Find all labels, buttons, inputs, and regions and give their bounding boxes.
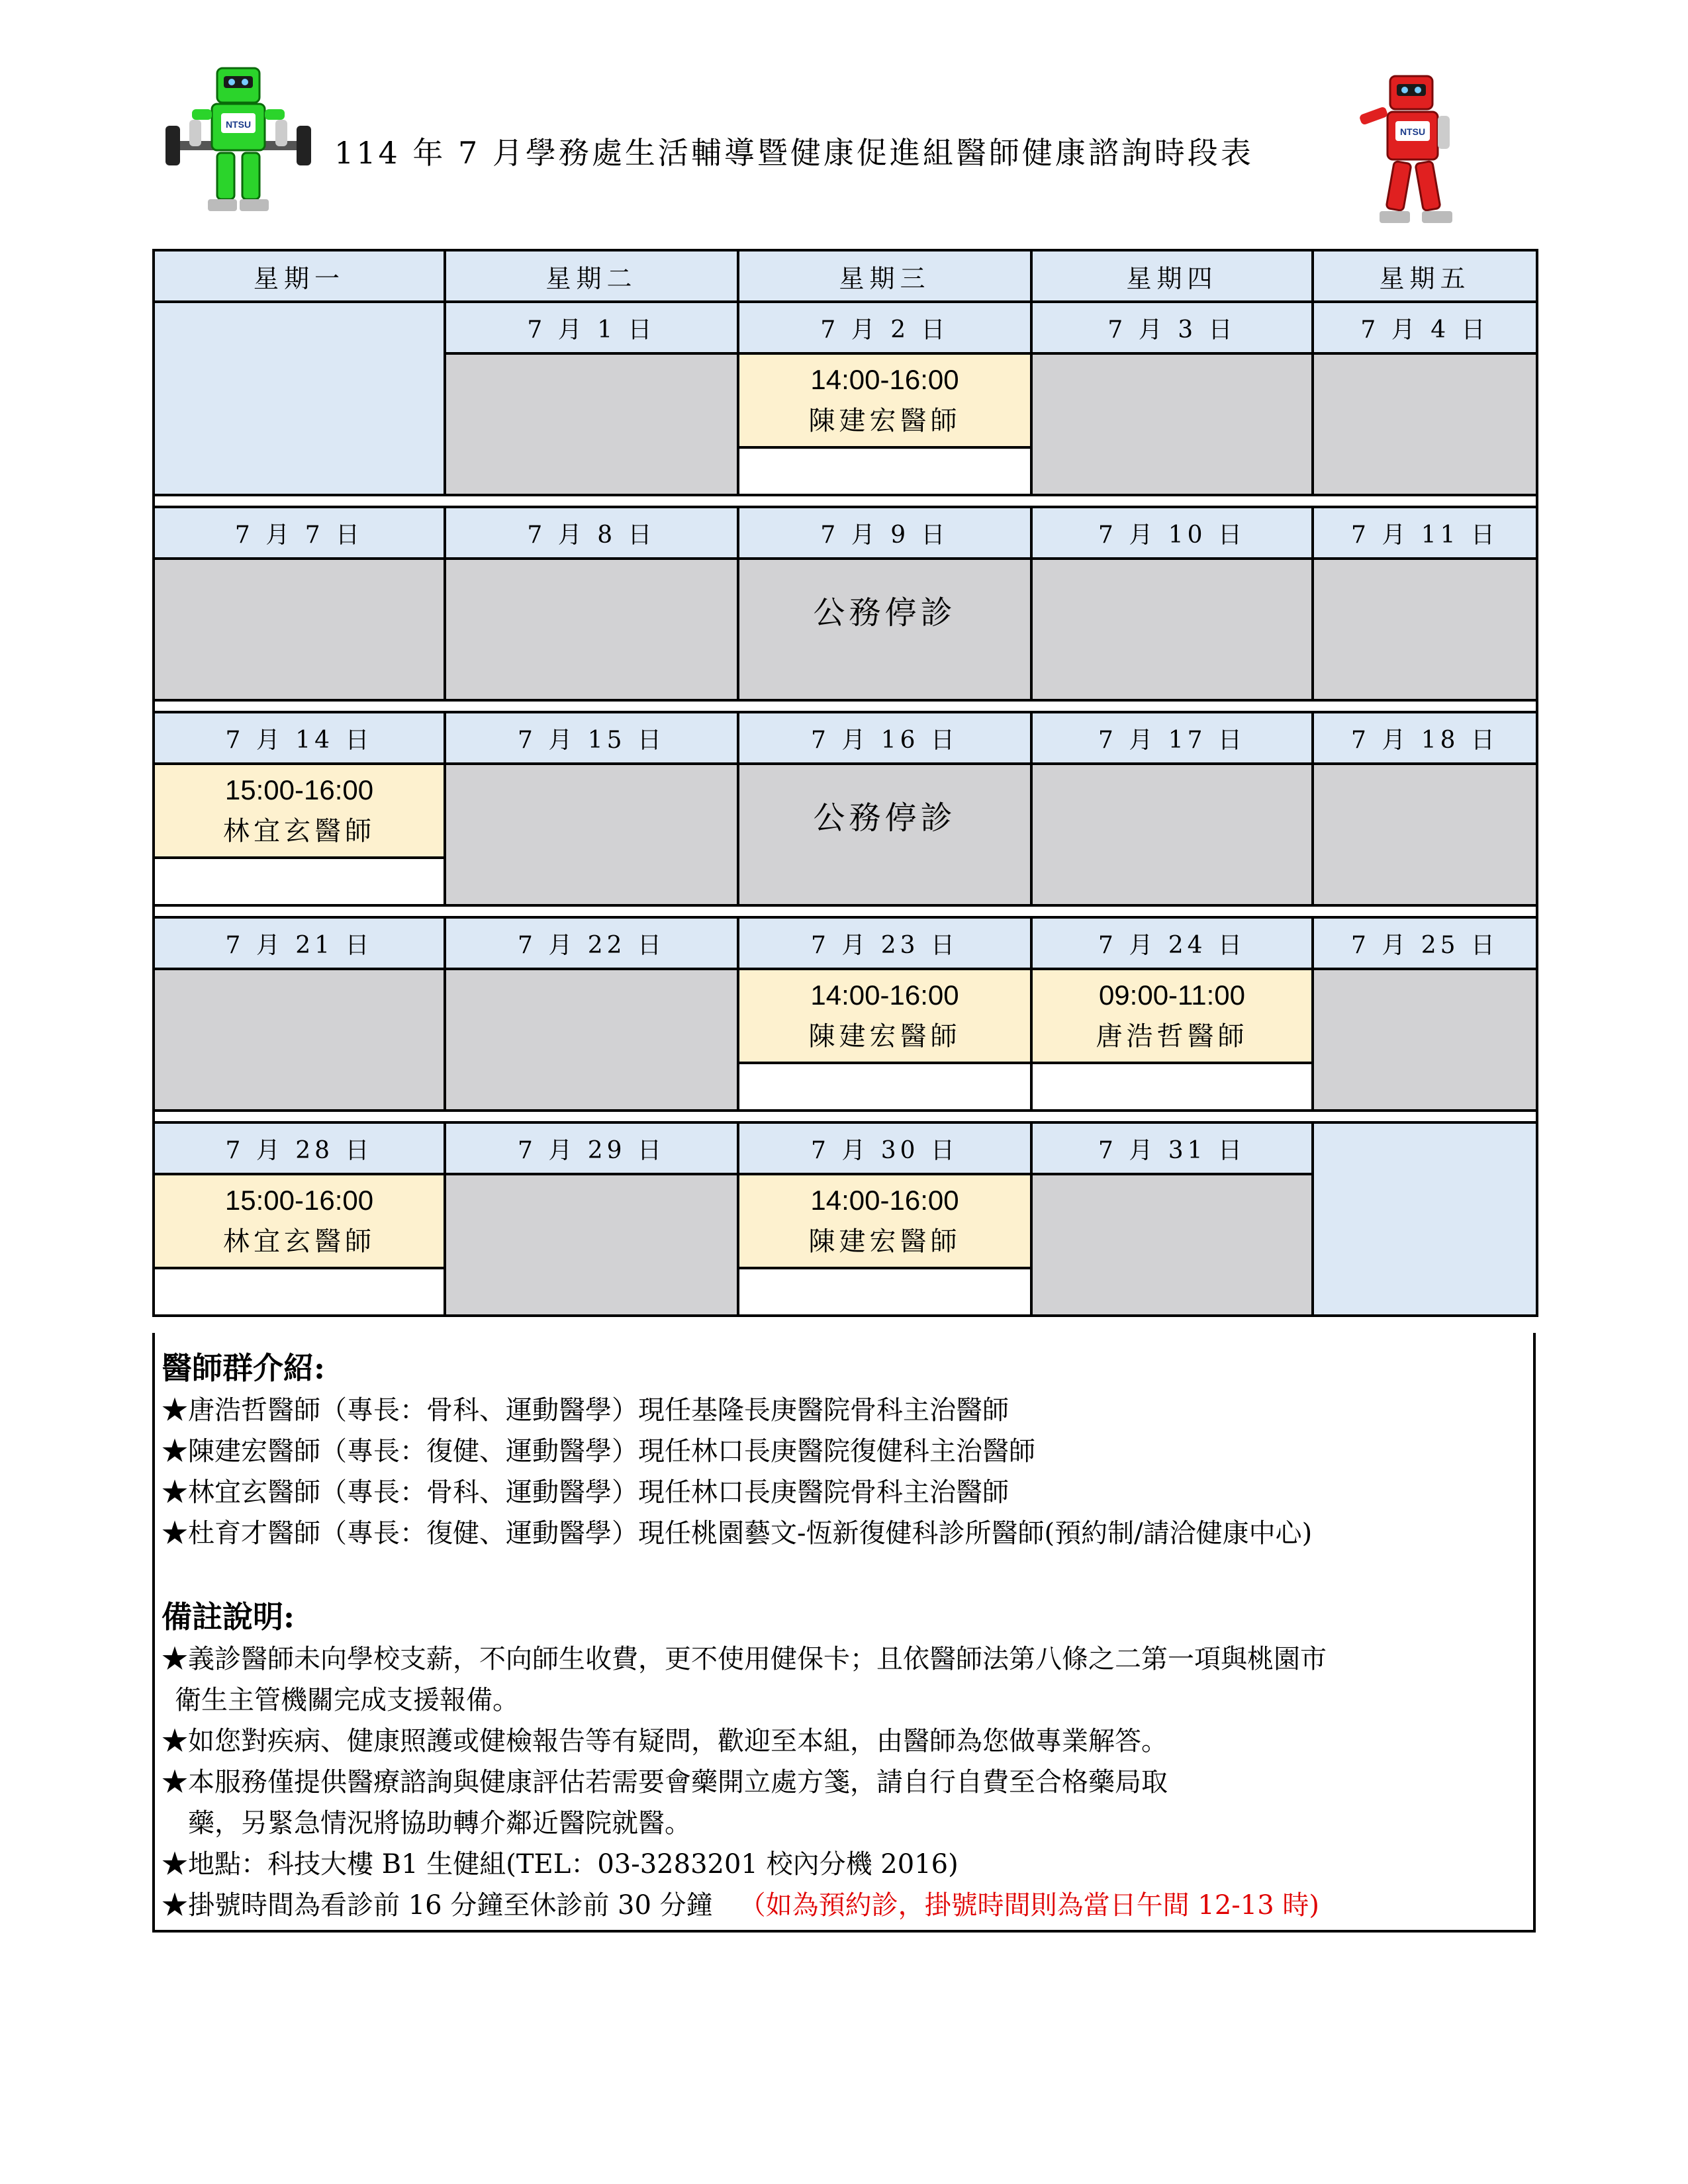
- appointment-doctor: 陳建宏醫師: [808, 1226, 961, 1257]
- date-cell: 7 月 3 日: [1031, 302, 1313, 353]
- date-cell: 7 月 23 日: [738, 917, 1031, 969]
- blank-cell: [154, 858, 445, 905]
- date-cell: 7 月 18 日: [1313, 712, 1537, 764]
- empty-cell: [445, 353, 738, 495]
- week-5-dates: [154, 1122, 1537, 1174]
- reservation-registration-note: （如為預約診，掛號時間則為當日午間 12-13 時): [739, 1890, 1320, 1921]
- appointment-time: 15:00-16:00: [224, 774, 374, 805]
- date-cell: 7 月 31 日: [1031, 1122, 1313, 1174]
- doctor-intro-heading: 醫師群介紹:: [162, 1350, 325, 1386]
- week-1-dates: [154, 302, 1537, 353]
- date-cell: 7 月 24 日: [1031, 917, 1313, 969]
- appointment-cell: [154, 764, 445, 858]
- empty-cell: [1031, 764, 1313, 905]
- note-item: ★如您對疾病、健康照護或健檢報告等有疑問，歡迎至本組，由醫師為您做專業解答。: [162, 1726, 1168, 1756]
- suspended-cell: [738, 764, 1031, 905]
- week-4-slots: [154, 969, 1537, 1063]
- date-cell: 7 月 25 日: [1313, 917, 1537, 969]
- info-panel: [152, 1333, 1536, 1933]
- suspended-cell: [738, 559, 1031, 700]
- date-cell: 7 月 1 日: [445, 302, 738, 353]
- date-cell: 7 月 11 日: [1313, 507, 1537, 559]
- appointment-time: 14:00-16:00: [810, 979, 959, 1011]
- week-2-dates: [154, 507, 1537, 559]
- registration-time: ★掛號時間為看診前 16 分鐘至休診前 30 分鐘: [162, 1890, 713, 1921]
- suspended-note: 公務停診: [813, 594, 957, 631]
- empty-cell: [445, 559, 738, 700]
- blank-cell: [154, 1268, 445, 1316]
- empty-cell: [1313, 764, 1537, 905]
- page-title: 114 年 7 月學務處生活輔導暨健康促進組醫師健康諮詢時段表: [334, 135, 1254, 171]
- empty-cell: [1313, 353, 1537, 495]
- appointment-time: 15:00-16:00: [224, 1185, 374, 1216]
- weekday-tuesday: 星期二: [445, 250, 738, 302]
- appointment-doctor: 林宜玄醫師: [223, 816, 375, 846]
- date-cell: 7 月 17 日: [1031, 712, 1313, 764]
- appointment-cell: [738, 353, 1031, 447]
- appointment-time: 14:00-16:00: [810, 364, 959, 395]
- svg-text:NTSU: NTSU: [1399, 126, 1426, 137]
- note-item: ★本服務僅提供醫療諮詢與健康評估若需要會藥開立處方箋，請自行自費至合格藥局取: [162, 1767, 1168, 1797]
- date-cell: 7 月 30 日: [738, 1122, 1031, 1174]
- blank-cell: [1031, 1063, 1313, 1111]
- doctor-intro-item: ★唐浩哲醫師（專長：骨科、運動醫學）現任基隆長庚醫院骨科主治醫師: [162, 1395, 1009, 1426]
- appointment-cell: [1031, 969, 1313, 1063]
- schedule-table: [152, 249, 1538, 1317]
- empty-cell: [1313, 559, 1537, 700]
- appointment-time: 09:00-11:00: [1098, 979, 1246, 1011]
- week-2-slots: [154, 559, 1537, 700]
- empty-cell: [445, 764, 738, 905]
- empty-cell: [1031, 1174, 1313, 1316]
- empty-cell: [154, 969, 445, 1111]
- svg-text:NTSU: NTSU: [225, 119, 252, 130]
- weekday-friday: 星期五: [1313, 250, 1537, 302]
- location-note: ★地點：科技大樓 B1 生健組(TEL：03-3283201 校內分機 2016): [162, 1849, 959, 1880]
- doctor-intro-item: ★陳建宏醫師（專長：復健、運動醫學）現任林口長庚醫院復健科主治醫師: [162, 1436, 1035, 1467]
- doctor-intro-item: ★林宜玄醫師（專長：骨科、運動醫學）現任林口長庚醫院骨科主治醫師: [162, 1477, 1009, 1508]
- note-item: ★義診醫師未向學校支薪，不向師生收費，更不使用健保卡；且依醫師法第八條之二第一項與桃園市: [162, 1644, 1327, 1674]
- weekday-wednesday: 星期三: [738, 250, 1031, 302]
- appointment-cell: [738, 969, 1031, 1063]
- date-cell: 7 月 7 日: [154, 507, 445, 559]
- empty-cell: [1313, 1122, 1537, 1316]
- date-cell: 7 月 21 日: [154, 917, 445, 969]
- registration-note: [162, 1885, 1533, 1926]
- appointment-cell: [738, 1174, 1031, 1268]
- green-robot-icon: [165, 63, 311, 222]
- date-cell: 7 月 16 日: [738, 712, 1031, 764]
- appointment-cell: [154, 1174, 445, 1268]
- appointment-doctor: 陳建宏醫師: [808, 1021, 961, 1052]
- blank-cell: [738, 447, 1031, 495]
- notes-heading: 備註說明:: [162, 1599, 295, 1635]
- week-3-slots: [154, 764, 1537, 858]
- week-3-dates: [154, 712, 1537, 764]
- red-robot-icon: [1350, 69, 1483, 232]
- empty-cell: [1031, 353, 1313, 495]
- suspended-note: 公務停診: [813, 799, 957, 837]
- weekday-monday: 星期一: [154, 250, 445, 302]
- date-cell: 7 月 2 日: [738, 302, 1031, 353]
- appointment-doctor: 陳建宏醫師: [808, 406, 961, 436]
- appointment-doctor: 唐浩哲醫師: [1096, 1021, 1248, 1052]
- blank-cell: [738, 1268, 1031, 1316]
- empty-cell: [154, 559, 445, 700]
- empty-cell: [445, 969, 738, 1111]
- date-cell: 7 月 28 日: [154, 1122, 445, 1174]
- date-cell: 7 月 29 日: [445, 1122, 738, 1174]
- date-cell: 7 月 15 日: [445, 712, 738, 764]
- weekday-thursday: 星期四: [1031, 250, 1313, 302]
- empty-cell: [154, 302, 445, 495]
- weekday-header-row: [154, 250, 1537, 302]
- date-cell: 7 月 22 日: [445, 917, 738, 969]
- date-cell: 7 月 9 日: [738, 507, 1031, 559]
- appointment-doctor: 林宜玄醫師: [223, 1226, 375, 1257]
- empty-cell: [1313, 969, 1537, 1111]
- date-cell: 7 月 14 日: [154, 712, 445, 764]
- date-cell: 7 月 8 日: [445, 507, 738, 559]
- week-4-dates: [154, 917, 1537, 969]
- note-item-continued: 衛生主管機關完成支援報備。: [175, 1685, 519, 1715]
- empty-cell: [1031, 559, 1313, 700]
- empty-cell: [445, 1174, 738, 1316]
- date-cell: 7 月 4 日: [1313, 302, 1537, 353]
- blank-cell: [738, 1063, 1031, 1111]
- date-cell: 7 月 10 日: [1031, 507, 1313, 559]
- appointment-time: 14:00-16:00: [810, 1185, 959, 1216]
- note-item-continued: 藥，另緊急情況將協助轉介鄰近醫院就醫。: [188, 1808, 691, 1839]
- doctor-intro-item: ★杜育才醫師（專長：復健、運動醫學）現任桃園藝文-恆新復健科診所醫師(預約制/請洽健康中心): [162, 1518, 1313, 1549]
